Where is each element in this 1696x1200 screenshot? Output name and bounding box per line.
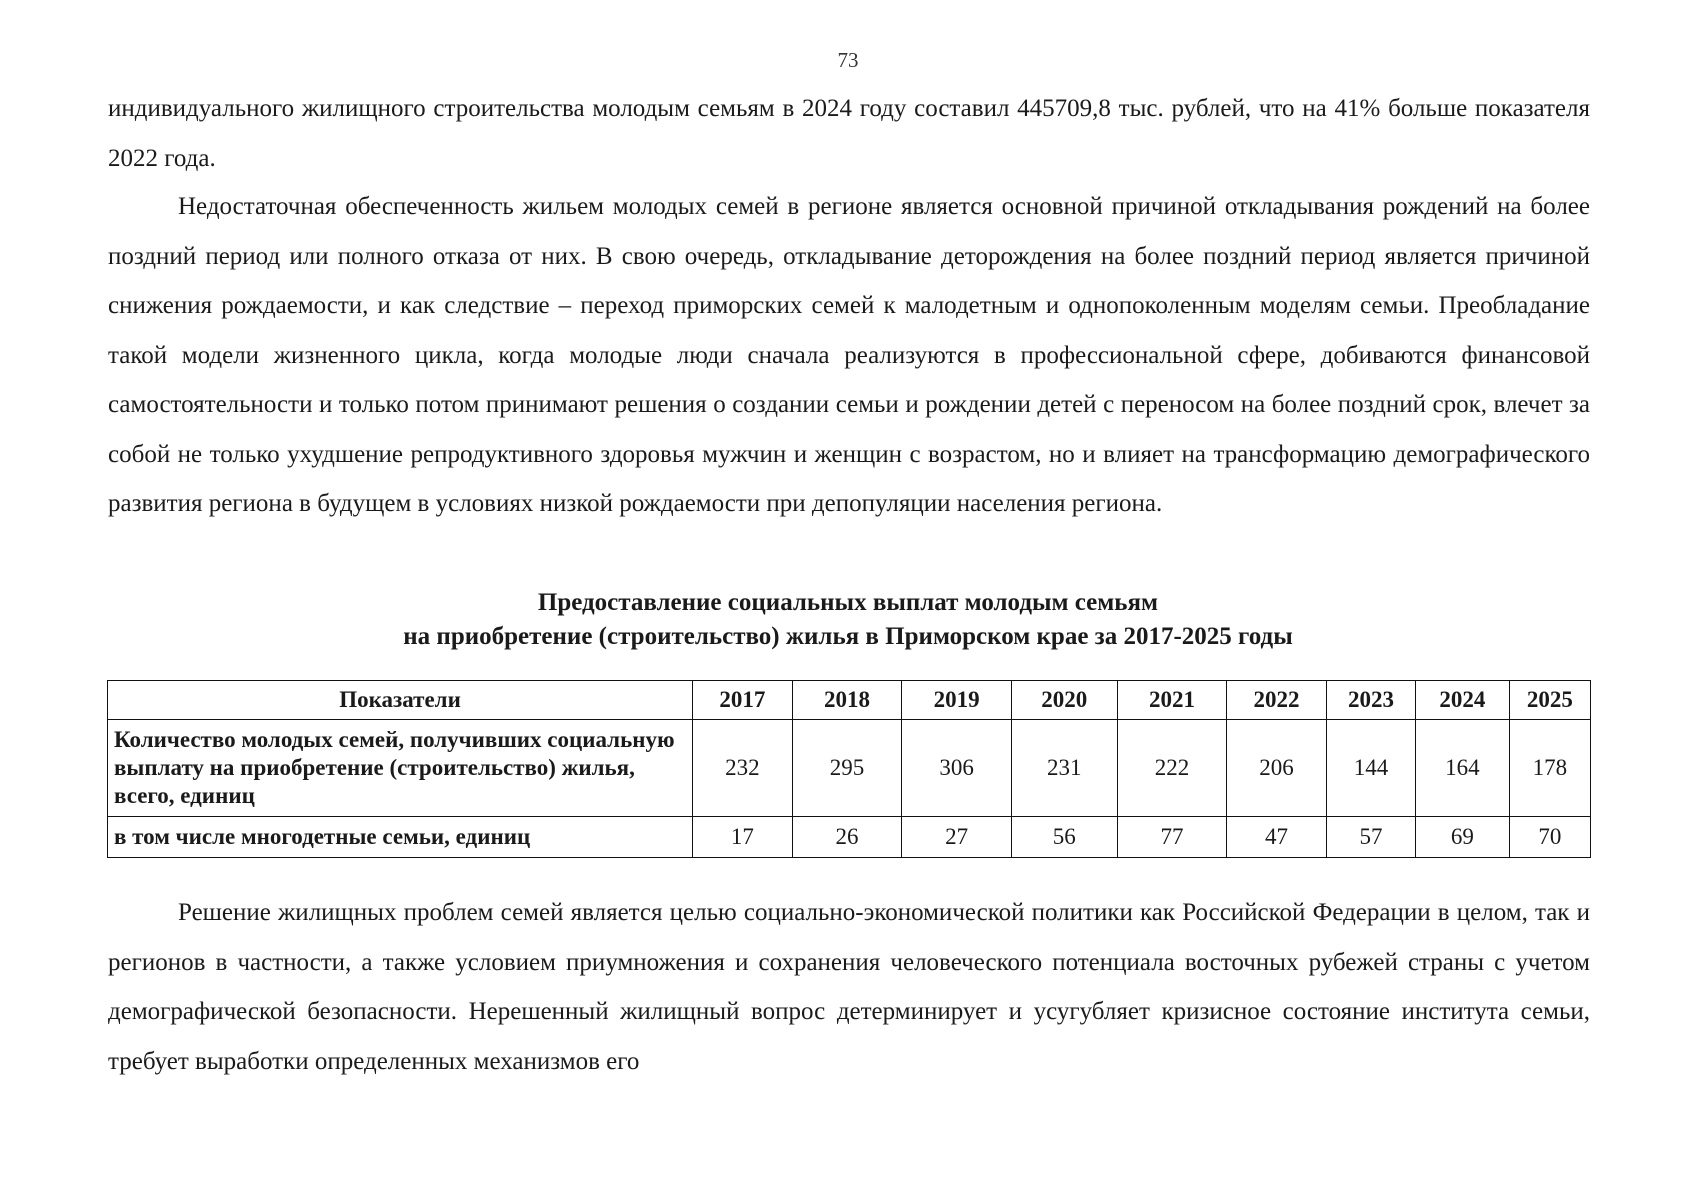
table-row [108,720,1591,817]
table-cell: 232 [693,720,793,817]
table-cell: 206 [1227,720,1327,817]
header-year: 2022 [1227,681,1327,720]
table-row [108,817,1591,858]
table-cell: 70 [1509,817,1590,858]
header-year: 2019 [902,681,1012,720]
social-payments-table [107,680,1591,858]
paragraph-housing: Недостаточная обеспеченность жильем молодых семей в регионе является основной причиной откладывания рождений на более поздний период или полного отказа от них. В свою очередь, откладывание деторождения на более поздний период является причиной снижения рождаемости, и как следствие – переход приморских семей к малодетным и однопоколенным моделям семьи. Преобладание такой модели жизненного цикла, когда молодые люди сначала реализуются в профессиональной сфере, добиваются финансовой самостоятельности и только потом принимают решения о создании семьи и рождении детей с переносом на более поздний срок, влечет за собой не только ухудшение репродуктивного здоровья мужчин и женщин с возрастом, но и влияет на трансформацию демографического развития региона в будущем в условиях низкой рождаемости при депопуляции населения региона. [108,193,1590,517]
header-year: 2017 [693,681,793,720]
paragraph-housing-policy-block [108,888,1590,1086]
paragraph-housing-block [108,182,1590,529]
header-year: 2023 [1326,681,1415,720]
header-year: 2024 [1416,681,1509,720]
table-cell: 69 [1416,817,1509,858]
table-cell: 295 [792,720,902,817]
header-year: 2020 [1011,681,1117,720]
table-cell: 17 [693,817,793,858]
paragraph-housing-policy: Решение жилищных проблем семей является целью социально-экономической политики как Российской Федерации в целом, так и регионов в частности, а также условием приумножения и сохранения человеческого потенциала восточных рубежей страны с учетом демографической безопасности. Нерешенный жилищный вопрос детерминирует и усугубляет кризисное состояние института семьи, требует выработки определенных механизмов его [108,899,1590,1075]
row-label: в том числе многодетные семьи, единиц [108,817,693,858]
table-cell: 222 [1117,720,1227,817]
row-label: Количество молодых семей, получивших социальную выплату на приобретение (строительство) жилья, всего, единиц [108,720,693,817]
header-indicators: Показатели [108,681,693,720]
page-number: 73 [837,48,859,72]
table-cell: 27 [902,817,1012,858]
table-cell: 231 [1011,720,1117,817]
table-cell: 56 [1011,817,1117,858]
table-cell: 47 [1227,817,1327,858]
table-title-line-1: Предоставление социальных выплат молодым семьям [537,589,1159,616]
table-title-line-2: на приобретение (строительство) жилья в Приморском крае за 2017-2025 годы [403,623,1293,650]
table-cell: 306 [902,720,1012,817]
table-cell: 57 [1326,817,1415,858]
table-cell: 77 [1117,817,1227,858]
paragraph-continuation: индивидуального жилищного строительства молодым семьям в 2024 году составил 445709,8 тыс. рублей, что на 41% больше показателя 2022 года. [108,95,1590,172]
table-cell: 178 [1509,720,1590,817]
table-cell: 26 [792,817,902,858]
header-year: 2018 [792,681,902,720]
header-year: 2021 [1117,681,1227,720]
table-cell: 164 [1416,720,1509,817]
table-header-row [108,681,1591,720]
header-year: 2025 [1509,681,1590,720]
paragraph-continuation-block [108,84,1590,183]
table-title [0,586,1696,654]
table-cell: 144 [1326,720,1415,817]
